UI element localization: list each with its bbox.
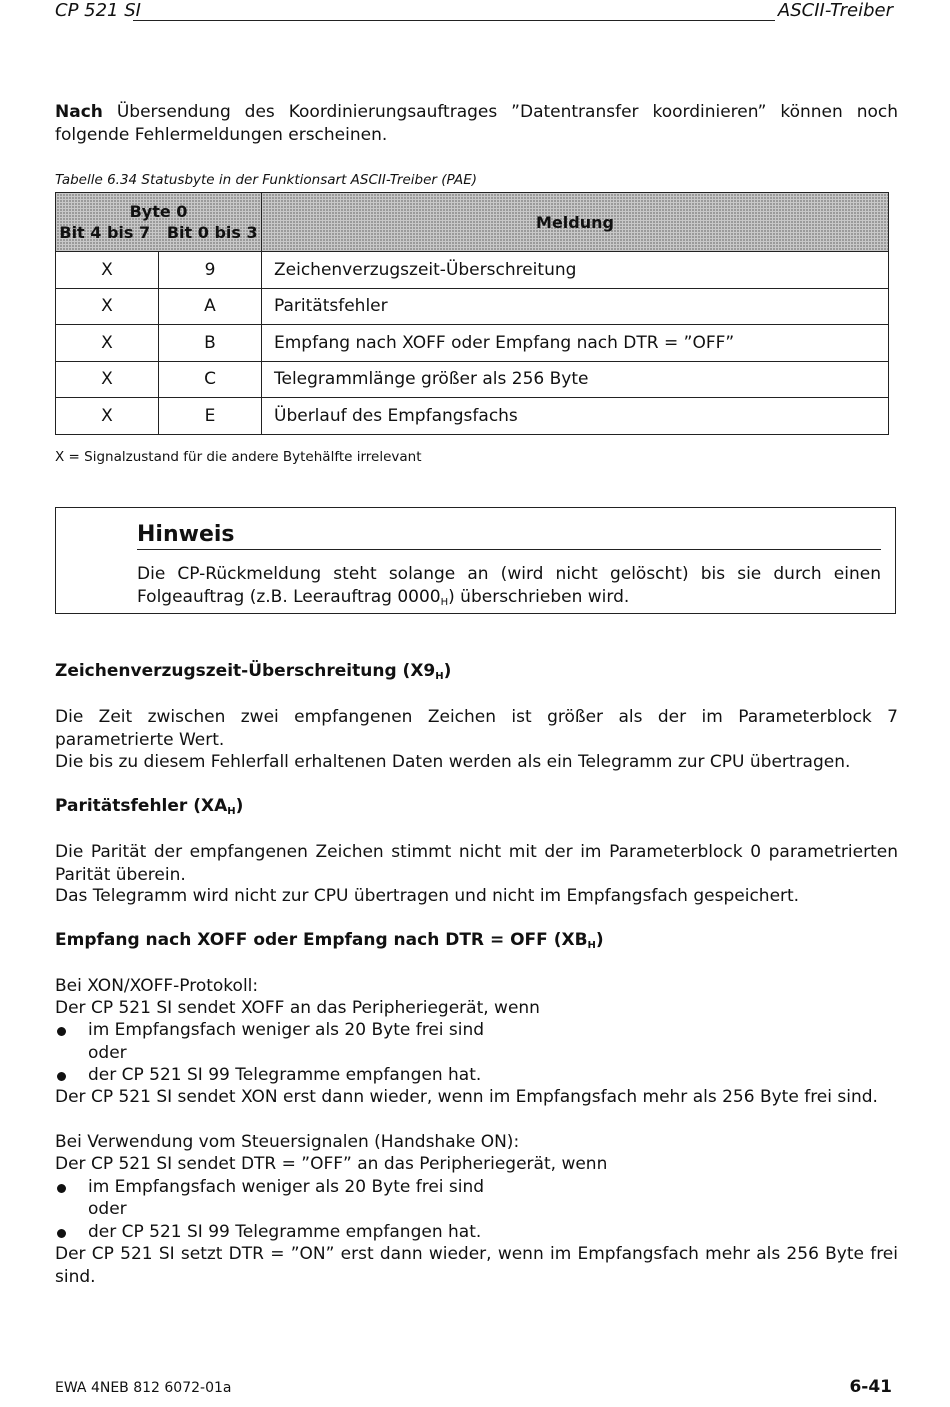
cell-low-nibble: 9 bbox=[159, 252, 262, 289]
table-row bbox=[56, 288, 889, 325]
connector-text: oder bbox=[88, 1043, 127, 1063]
heading-text: Paritätsfehler (XA bbox=[55, 796, 228, 816]
xoff-condition-intro: Der CP 521 SI sendet XOFF an das Peripheriegerät, wenn bbox=[55, 998, 540, 1018]
cell-message: Paritätsfehler bbox=[262, 288, 889, 325]
note-text-after: ) überschrieben wird. bbox=[448, 587, 630, 607]
section-heading-x9 bbox=[55, 661, 451, 682]
connector-text: oder bbox=[88, 1199, 127, 1219]
cell-message: Telegrammlänge größer als 256 Byte bbox=[262, 361, 889, 398]
bullet-icon bbox=[57, 1229, 66, 1238]
table-footnote: X = Signalzustand für die andere Bytehälfte irrelevant bbox=[55, 449, 422, 465]
section-xa-paragraph-2: Das Telegramm wird nicht zur CPU übertragen und nicht im Empfangsfach gespeichert. bbox=[55, 886, 800, 906]
status-table bbox=[55, 192, 889, 435]
handshake-label: Bei Verwendung vom Steuersignalen (Handshake ON): bbox=[55, 1132, 520, 1152]
note-text-before: Die CP-Rückmeldung steht solange an (wird nicht gelöscht) bis sie durch einen Folgeauftrag (z.B. Leerauftrag 0000 bbox=[137, 564, 881, 607]
intro-paragraph bbox=[55, 101, 898, 146]
byte-header bbox=[56, 193, 262, 252]
bullet-icon bbox=[57, 1184, 66, 1193]
cell-low-nibble: B bbox=[159, 325, 262, 362]
note-subscript: H bbox=[440, 597, 449, 608]
cell-message: Überlauf des Empfangsfachs bbox=[262, 398, 889, 435]
heading-text: Zeichenverzugszeit-Überschreitung (X9 bbox=[55, 661, 436, 681]
cell-low-nibble: A bbox=[159, 288, 262, 325]
note-rule bbox=[137, 549, 881, 550]
cell-high-nibble: X bbox=[56, 252, 159, 289]
heading-end: ) bbox=[595, 930, 604, 950]
dtr-condition-intro: Der CP 521 SI sendet DTR = ”OFF” an das Peripheriegerät, wenn bbox=[55, 1154, 608, 1174]
table-header-row bbox=[56, 193, 889, 252]
cell-high-nibble: X bbox=[56, 361, 159, 398]
list-item-text: im Empfangsfach weniger als 20 Byte frei sind bbox=[88, 1020, 485, 1040]
xon-resume-text: Der CP 521 SI sendet XON erst dann wieder, wenn im Empfangsfach mehr als 256 Byte frei sind. bbox=[55, 1087, 878, 1107]
xon-protocol-label: Bei XON/XOFF-Protokoll: bbox=[55, 976, 259, 996]
table-caption: Tabelle 6.34 Statusbyte in der Funktionsart ASCII-Treiber (PAE) bbox=[55, 172, 478, 188]
heading-end: ) bbox=[443, 661, 452, 681]
intro-text: Übersendung des Koordinierungsauftrages ”Datentransfer koordinieren” können noch folgende Fehlermeldungen erscheinen. bbox=[55, 102, 898, 145]
table-row bbox=[56, 325, 889, 362]
section-x9-paragraph-1: Die Zeit zwischen zwei empfangenen Zeichen ist größer als der im Parameterblock 7 parametrierte Wert. bbox=[55, 707, 898, 750]
section-xa-paragraph-1: Die Parität der empfangenen Zeichen stimmt nicht mit der im Parameterblock 0 parametrierten Parität überein. bbox=[55, 842, 898, 885]
bullet-icon bbox=[57, 1027, 66, 1036]
heading-text: Empfang nach XOFF oder Empfang nach DTR = OFF (XB bbox=[55, 930, 588, 950]
header-right: ASCII-Treiber bbox=[777, 0, 893, 21]
cell-low-nibble: C bbox=[159, 361, 262, 398]
page-header bbox=[55, 0, 893, 22]
note-box bbox=[55, 507, 896, 614]
message-header: Meldung bbox=[262, 193, 889, 252]
section-heading-xa bbox=[55, 796, 243, 817]
header-rule bbox=[133, 20, 775, 21]
table-row bbox=[56, 398, 889, 435]
dtr-resume-text: Der CP 521 SI setzt DTR = ”ON” erst dann wieder, wenn im Empfangsfach mehr als 256 Byte frei sind. bbox=[55, 1244, 898, 1287]
byte-header-title: Byte 0 bbox=[129, 202, 188, 221]
list-item-text: im Empfangsfach weniger als 20 Byte frei sind bbox=[88, 1177, 485, 1197]
note-title: Hinweis bbox=[137, 522, 235, 547]
heading-subscript: H bbox=[227, 806, 236, 817]
note-text bbox=[137, 563, 881, 614]
list-item-text: der CP 521 SI 99 Telegramme empfangen hat. bbox=[88, 1065, 482, 1085]
cell-high-nibble: X bbox=[56, 325, 159, 362]
header-left: CP 521 SI bbox=[55, 0, 141, 21]
list-item-text: der CP 521 SI 99 Telegramme empfangen hat. bbox=[88, 1222, 482, 1242]
intro-lead: Nach bbox=[55, 102, 103, 122]
cell-message: Zeichenverzugszeit-Überschreitung bbox=[262, 252, 889, 289]
section-x9-paragraph-2: Die bis zu diesem Fehlerfall erhaltenen Daten werden als ein Telegramm zur CPU übertragen. bbox=[55, 752, 851, 772]
cell-high-nibble: X bbox=[56, 398, 159, 435]
cell-high-nibble: X bbox=[56, 288, 159, 325]
page-number: 6-41 bbox=[849, 1377, 892, 1397]
section-heading-xb bbox=[55, 930, 604, 951]
heading-subscript: H bbox=[435, 671, 444, 682]
heading-subscript: H bbox=[587, 940, 596, 951]
cell-message: Empfang nach XOFF oder Empfang nach DTR = ”OFF” bbox=[262, 325, 889, 362]
table-row bbox=[56, 361, 889, 398]
byte-header-bits: Bit 4 bis 7 Bit 0 bis 3 bbox=[59, 223, 258, 242]
bullet-icon bbox=[57, 1072, 66, 1081]
heading-end: ) bbox=[235, 796, 244, 816]
table-row bbox=[56, 252, 889, 289]
document-number: EWA 4NEB 812 6072-01a bbox=[55, 1380, 232, 1396]
cell-low-nibble: E bbox=[159, 398, 262, 435]
